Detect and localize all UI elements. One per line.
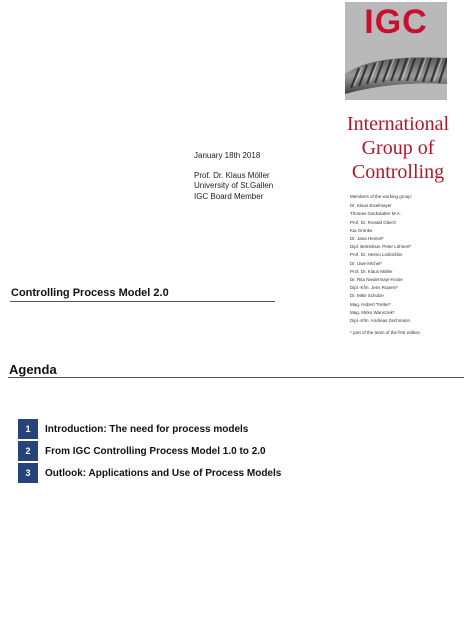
member-item: Dipl.-Kfm. Andreas Zechmann [350,318,411,324]
member-item: Prof. Dr. Ronald Gleich [350,219,397,225]
member-item: Dr. Jana Heimel* [350,236,384,242]
agenda-item [18,419,281,439]
member-item: Dipl.-Kfm. Jens Ropers* [350,285,399,291]
igc-logo [345,2,447,100]
subtitle-divider [10,301,275,302]
brand-line-1: International [346,113,450,135]
member-item: Mag. Mirko Waniczek* [350,309,395,315]
presenter-name: Prof. Dr. Klaus Möller [194,170,270,180]
members-heading: Members of the working group: [350,194,413,199]
member-item: Thomas Gackstatter M.A. [350,211,402,217]
brand-line-3: Controlling [351,161,445,183]
members-note: * part of the team of the first edition [350,330,421,336]
agenda-title: Agenda [9,362,57,377]
agenda-item [18,463,281,483]
presentation-date: January 18th 2018 [194,151,261,160]
agenda-list [18,419,281,485]
agenda-item-text: From IGC Controlling Process Model 1.0 to 2.0 [45,445,266,457]
working-group-members [350,193,420,337]
brand-line-2: Group of [361,137,435,159]
logo-abbreviation: IGC [364,3,428,41]
member-item: Dr. Rita Niedermayr-Kruse [350,277,403,283]
agenda-item-text: Outlook: Applications and Use of Process Models [45,467,282,479]
presentation-subtitle: Controlling Process Model 2.0 [11,287,169,299]
agenda-divider [8,377,464,378]
rope-icon [345,44,447,100]
member-item: Dr. Klaus Eiselmayer [350,203,392,209]
member-item: Mag. Hubert Tretter* [350,301,391,307]
agenda-number-badge: 3 [18,463,38,483]
agenda-number-badge: 1 [18,419,38,439]
presenter-role: IGC Board Member [194,191,264,201]
presenter-affiliation: University of St.Gallen [194,181,274,190]
member-item: Dr. Mike Schulze [350,293,384,299]
brand-name [344,112,452,184]
member-item: Prof. Dr. Klaus Möller [350,268,393,274]
member-item: Dipl. Betriebsw. Peter Löhnert* [350,244,412,250]
agenda-number-badge: 2 [18,441,38,461]
presenter-info [194,151,273,202]
member-item: Prof. Dr. Heimo Losbichler [350,252,403,258]
agenda-item [18,441,281,461]
member-item: Kai Grönke [350,227,373,233]
agenda-item-text: Introduction: The need for process models [45,423,249,435]
member-item: Dr. Uwe Michel* [350,260,383,266]
